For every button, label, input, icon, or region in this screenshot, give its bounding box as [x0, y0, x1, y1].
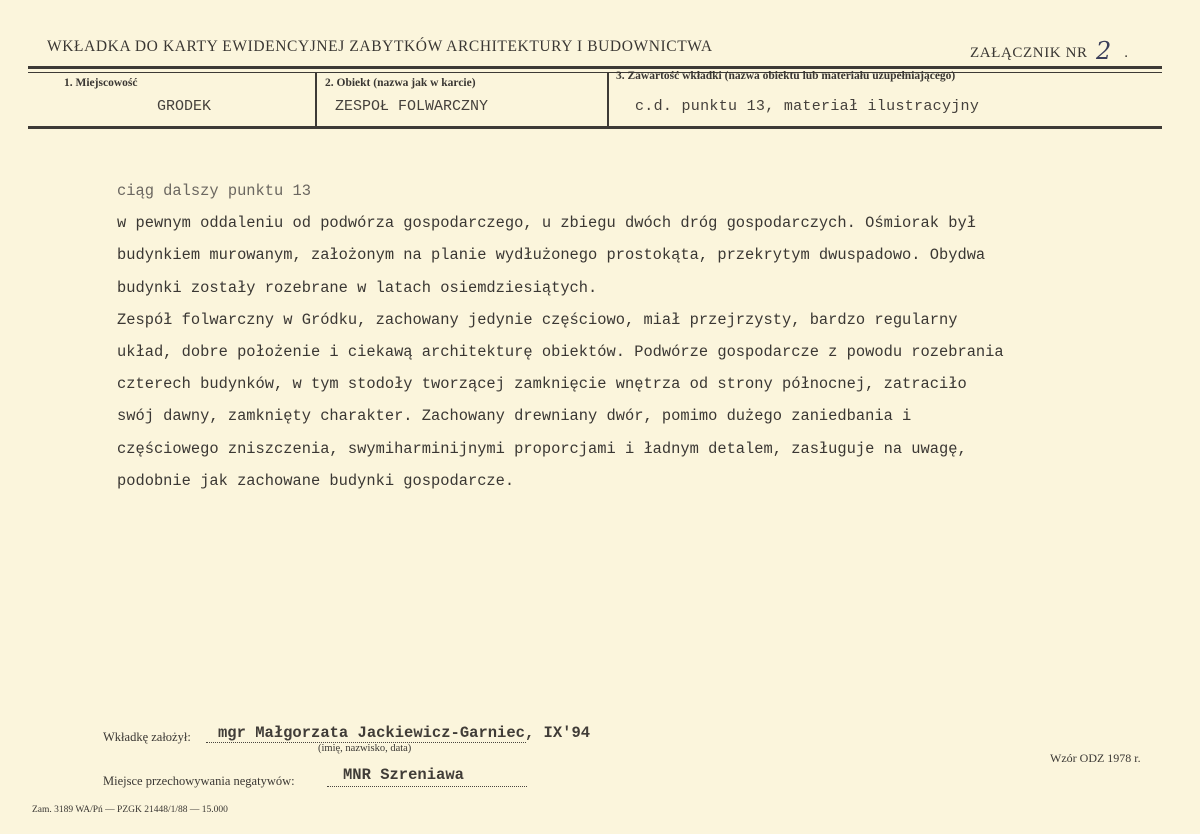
created-by-value: mgr Małgorzata Jackiewicz-Garniec, IX'94 — [218, 724, 591, 742]
body-line: budynki zostały rozebrane w latach osiemdziesiątych. — [117, 278, 598, 297]
content-label: 3. Zawartość wkładki (nazwa obiektu lub materiału uzupełniającego) — [616, 70, 956, 82]
body-line: swój dawny, zamknięty charakter. Zachowany drewniany dwór, pomimo dużego zaniedbania i — [117, 407, 912, 426]
header-divider-2 — [607, 72, 609, 127]
body-line: częściowego zniszczenia, swymiharminijnymi proporcjami i ładnym detalem, zasługuje na uwagę, — [117, 439, 967, 458]
header-thin-rule — [28, 72, 1162, 73]
attachment-label: ZAŁĄCZNIK NR — [970, 45, 1088, 61]
attachment-number-handwritten: 2 — [1095, 37, 1112, 65]
body-line: układ, dobre położenie i ciekawą architekturę obiektów. Podwórze gospodarcze z powodu rozebrania — [117, 342, 1004, 361]
body-line: czterech budynków, w tym stodoły tworzącej zamknięcie wnętrza od strony północnej, zatraciło — [117, 375, 967, 394]
body-text — [117, 175, 1077, 497]
locality-value: GRODEK — [157, 98, 212, 115]
form-pattern-label: Wzór ODZ 1978 r. — [1050, 751, 1141, 765]
created-by-label: Wkładkę założył: — [103, 730, 191, 744]
header-top-rule — [28, 66, 1162, 69]
object-value: ZESPOŁ FOLWARCZNY — [335, 98, 489, 115]
header-divider-1 — [315, 72, 317, 127]
negatives-location-label: Miejsce przechowywania negatywów: — [103, 774, 295, 788]
body-line: budynkiem murowanym, założonym na planie wydłużonego prostokąta, przekrytym dwuspadowo. Obydwa — [117, 246, 986, 265]
content-value: c.d. punktu 13, materiał ilustracyjny — [635, 98, 980, 115]
attachment-dot: . — [1124, 45, 1129, 61]
body-line: Zespół folwarczny w Gródku, zachowany jedynie częściowo, miał przejrzysty, bardzo regularny — [117, 310, 958, 329]
header-bottom-rule — [28, 126, 1162, 129]
created-by-caption: (imię, nazwisko, data) — [318, 743, 412, 754]
body-line: podobnie jak zachowane budynki gospodarcze. — [117, 471, 515, 490]
locality-label: 1. Miejscowość — [64, 77, 138, 89]
attachment-number-field — [970, 35, 1129, 63]
print-info: Zam. 3189 WA/Pń — PZGK 21448/1/88 — 15.000 — [32, 805, 228, 815]
body-line: ciąg dalszy punktu 13 — [117, 182, 311, 200]
object-label: 2. Obiekt (nazwa jak w karcie) — [325, 77, 476, 89]
negatives-location-value: MNR Szreniawa — [343, 766, 464, 784]
document-title: WKŁADKA DO KARTY EWIDENCYJNEJ ZABYTKÓW ARCHITEKTURY I BUDOWNICTWA — [47, 38, 713, 55]
negatives-dotted-line — [327, 786, 527, 787]
body-line: w pewnym oddaleniu od podwórza gospodarczego, u zbiegu dwóch dróg gospodarczych. Ośmiorak był — [117, 214, 976, 233]
